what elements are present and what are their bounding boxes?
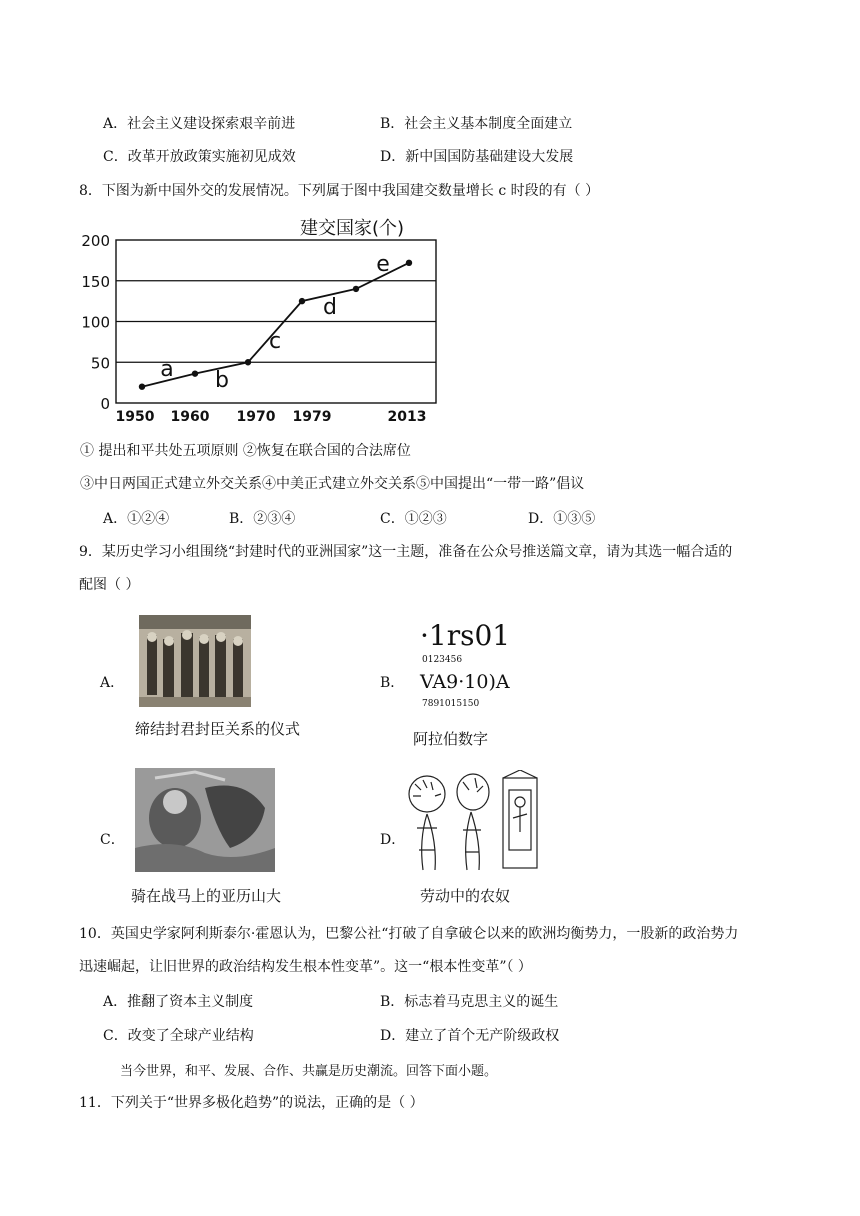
numerals-line-1: ·1rs01: [420, 619, 511, 652]
serfs-labor-image: [405, 770, 550, 876]
chart-title: 建交国家(个): [299, 218, 405, 239]
chart-data-point: [353, 286, 359, 292]
chart-data-point: [299, 298, 305, 304]
chart-segment-label: e: [376, 252, 390, 277]
chart-x-tick-label: 1979: [292, 409, 332, 425]
numerals-line-3: VA9·10)A: [420, 671, 510, 693]
chart-data-point: [192, 370, 198, 376]
q7-option-d: D．新中国国防基础建设大发展: [380, 149, 574, 165]
chart-y-tick-label: 0: [100, 395, 110, 413]
q8-option-d: D．①③⑤: [528, 511, 596, 527]
chart-segment-label: a: [160, 357, 174, 382]
q8-option-b: B．②③④: [229, 511, 296, 527]
chart-segment-label: b: [215, 368, 229, 393]
numerals-line-4: 7891015150: [422, 699, 480, 709]
alexander-mosaic-image: [135, 768, 275, 872]
q9-stem-line2: 配图（ ）: [79, 577, 140, 593]
chart-segment-label: d: [323, 295, 337, 320]
q9-option-b-label: B．: [380, 675, 405, 691]
q10-option-b: B．标志着马克思主义的诞生: [380, 994, 559, 1010]
q9-option-a-label: A．: [100, 675, 125, 691]
q10-option-a: A．推翻了资本主义制度: [103, 994, 254, 1010]
q7-option-c: C．改革开放政策实施初见成效: [103, 149, 296, 165]
q7-option-a: A．社会主义建设探索艰辛前进: [103, 116, 296, 132]
q9-stem-line1: 9．某历史学习小组围绕“封建时代的亚洲国家”这一主题，准备在公众号推送篇文章，请为其选一幅合适的: [79, 544, 733, 560]
chart-y-tick-label: 100: [81, 313, 110, 332]
q8-items-1: ① 提出和平共处五项原则 ②恢复在联合国的合法席位: [80, 443, 411, 459]
q11-stem: 11．下列关于“世界多极化趋势”的说法，正确的是（ ）: [79, 1095, 424, 1111]
chart-x-tick-label: 2013: [387, 409, 427, 425]
chart-data-point: [139, 384, 145, 390]
q10-option-d: D．建立了首个无产阶级政权: [380, 1028, 560, 1044]
numerals-line-2: 0123456: [422, 655, 463, 665]
chart-y-tick-label: 200: [81, 232, 110, 250]
q9-option-d-caption: 劳动中的农奴: [420, 887, 511, 905]
q10-stem-line2: 迅速崛起，让旧世界的政治结构发生根本性变革”。这一“根本性变革”（ ）: [79, 959, 532, 975]
q8-option-c: C．①②③: [380, 511, 447, 527]
chart-x-tick-label: 1960: [170, 409, 210, 425]
chart-x-tick-label: 1950: [115, 409, 155, 425]
q7-option-b: B．社会主义基本制度全面建立: [380, 116, 573, 132]
knights-ceremony-image: [139, 615, 251, 707]
q8-option-a: A．①②④: [103, 511, 170, 527]
arabic-numerals-image: [416, 613, 516, 713]
q10-stem-line1: 10．英国史学家阿利斯泰尔·霍恩认为，巴黎公社“打破了自拿破仑以来的欧洲均衡势力，一股新的政治势力: [79, 926, 739, 942]
q8-stem: 8．下图为新中国外交的发展情况。下列属于图中我国建交数量增长 c 时段的有（ ）: [79, 183, 600, 199]
q9-option-b-caption: 阿拉伯数字: [413, 730, 489, 748]
chart-y-tick-label: 150: [81, 272, 110, 291]
q9-option-c-caption: 骑在战马上的亚历山大: [131, 887, 282, 905]
q8-items-2: ③中日两国正式建立外交关系④中美正式建立外交关系⑤中国提出“一带一路”倡议: [80, 476, 585, 492]
q9-option-a-caption: 缔结封君封臣关系的仪式: [135, 720, 301, 738]
passage-intro: 当今世界，和平、发展、合作、共赢是历史潮流。回答下面小题。: [120, 1064, 498, 1079]
q9-option-d-label: D．: [380, 832, 406, 848]
chart-series-line: [142, 263, 409, 387]
chart-data-point: [245, 359, 251, 365]
q10-option-c: C．改变了全球产业结构: [103, 1028, 254, 1044]
q9-option-c-label: C．: [100, 832, 125, 848]
chart-x-tick-label: 1970: [236, 409, 276, 425]
diplomacy-line-chart: [80, 210, 440, 425]
chart-segment-label: c: [268, 329, 282, 354]
chart-data-point: [406, 260, 412, 266]
chart-y-tick-label: 50: [90, 354, 110, 373]
